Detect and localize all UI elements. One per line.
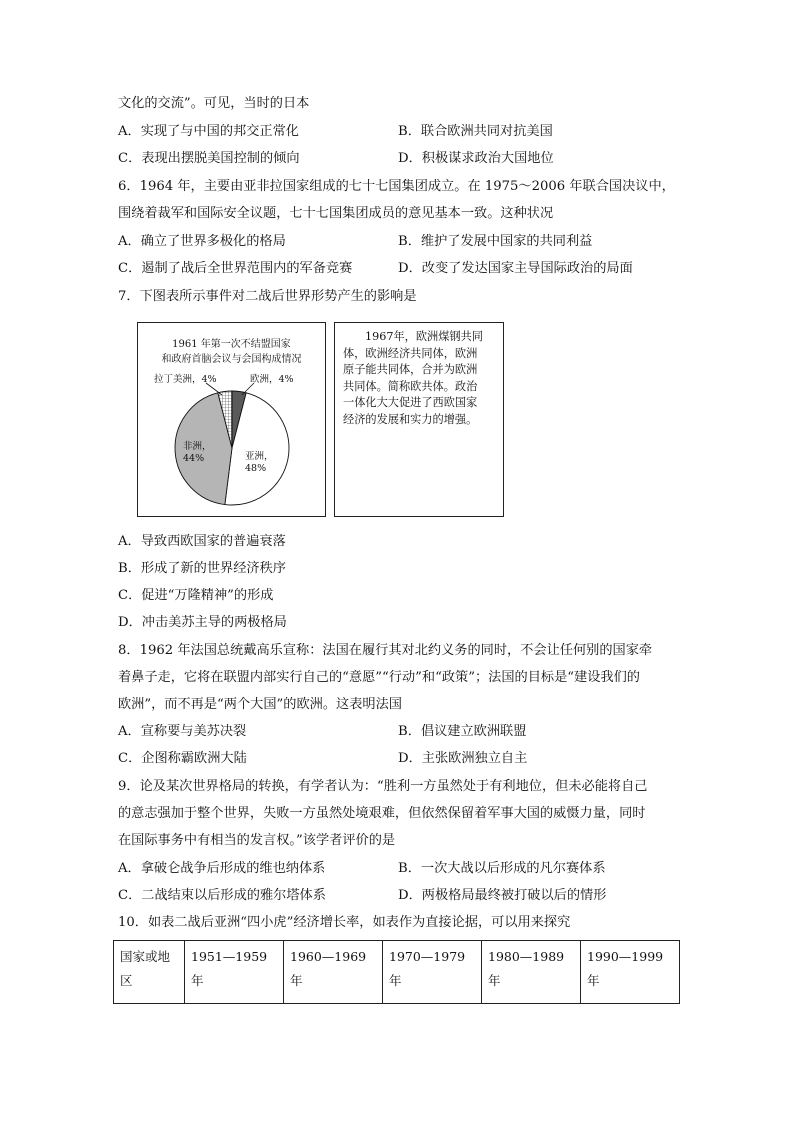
q7-option-a: A．导致西欧国家的普遍衰落: [118, 534, 286, 549]
header-line: 区: [120, 973, 133, 988]
q5-stem-tail: 文化的交流”。可见，当时的日本: [118, 96, 310, 111]
pie-chart-title-line1: 1961 年第一次不结盟国家: [172, 339, 291, 350]
ec-text-line6: 经济的发展和实力的增强。: [343, 412, 478, 426]
q7-stem: 7．下图表所示事件对二战后世界形势产生的影响是: [118, 289, 417, 304]
q6-option-b: B．维护了发展中国家的共同利益: [398, 234, 593, 249]
pie-chart-box: [137, 322, 326, 517]
header-line: 1980—1989: [488, 949, 565, 964]
table-header-cell: [185, 941, 284, 1004]
q9-option-d: D．两极格局最终被打破以后的情形: [398, 888, 607, 903]
q5-option-d: D．积极谋求政治大国地位: [398, 151, 554, 166]
label-asia-name: 亚洲，: [245, 451, 274, 462]
q5-option-b: B．联合欧洲共同对抗美国: [398, 124, 553, 139]
header-line: 年: [587, 973, 600, 988]
q6-stem-line1: 6．1964 年，主要由亚非拉国家组成的七十七国集团成立。在 1975～2006 年联合国决议中，: [118, 179, 675, 194]
header-line: 1960—1969: [290, 949, 367, 964]
q7-option-c: C．促进“万隆精神”的形成: [118, 588, 274, 603]
q6-stem-line2: 围绕着裁军和国际安全议题，七十七国集团成员的意见基本一致。这种状况: [118, 206, 554, 221]
q9-option-a: A．拿破仑战争后形成的维也纳体系: [118, 861, 326, 876]
table-header-cell: [284, 941, 383, 1004]
table-header-cell: [581, 941, 680, 1004]
q6-option-d: D．改变了发达国家主导国际政治的局面: [398, 261, 633, 276]
q8-option-b: B．倡议建立欧洲联盟: [398, 724, 527, 739]
q8-option-d: D．主张欧洲独立自主: [398, 751, 528, 766]
q9-stem-line2: 的意志强加于整个世界，失败一方虽然处境艰难，但依然保留着军事大国的威慑力量，同时: [118, 806, 646, 821]
q8-option-a: A．宣称要与美苏决裂: [118, 724, 247, 739]
ec-text-line1: 1967年，欧洲煤钢共同: [365, 330, 483, 343]
header-line: 1990—1999: [587, 949, 664, 964]
label-asia-pct: 48%: [245, 463, 267, 474]
q8-stem-line1: 8．1962 年法国总统戴高乐宣称：法国在履行其对北约义务的同时，不会让任何别的国家牵: [118, 643, 653, 658]
ec-text-line3: 原子能共同体，合并为欧洲: [343, 363, 478, 376]
header-line: 1970—1979: [389, 949, 466, 964]
table-header-cell: [482, 941, 581, 1004]
header-line: 年: [290, 973, 303, 988]
header-line: 1951—1959: [191, 949, 268, 964]
q7-option-d: D．冲击美苏主导的两极格局: [118, 615, 287, 630]
header-line: 年: [191, 973, 204, 988]
header-line: 年: [488, 973, 501, 988]
label-africa-pct: 44%: [183, 453, 205, 464]
header-line: 年: [389, 973, 402, 988]
label-latin-america: 拉丁美洲，4%: [154, 374, 217, 385]
label-europe: 欧洲，4%: [250, 374, 294, 385]
ec-text-line5: 一体化大大促进了西欧国家: [343, 396, 478, 409]
growth-rate-table: [113, 940, 680, 1004]
label-africa-name: 非洲，: [183, 441, 212, 452]
q6-option-c: C．遏制了战后全世界范围内的军备竞赛: [118, 261, 353, 276]
q8-stem-line3: 欧洲”，而不再是“两个大国”的欧洲。这表明法国: [118, 697, 402, 712]
pie-chart-svg: [138, 323, 325, 516]
header-line: 国家或地: [120, 949, 171, 964]
ec-text-box: [334, 322, 504, 517]
q9-option-c: C．二战结束以后形成的雅尔塔体系: [118, 888, 326, 903]
q10-stem: 10．如表二战后亚洲“四小虎”经济增长率，如表作为直接论据，可以用来探究: [118, 915, 571, 930]
ec-text-content: [343, 329, 499, 428]
q9-stem-line1: 9．论及某次世界格局的转换，有学者认为：“胜利一方虽然处于有利地位，但未必能将自己: [118, 779, 648, 794]
q6-option-a: A．确立了世界多极化的格局: [118, 234, 286, 249]
ec-text-line2: 体，欧洲经济共同体，欧洲: [343, 346, 478, 360]
q8-option-c: C．企图称霸欧洲大陆: [118, 751, 247, 766]
pie-chart-title-line2: 和政府首脑会议与会国构成情况: [161, 354, 302, 365]
ec-text-line4: 共同体。简称欧共体。政治: [343, 379, 478, 393]
q5-option-a: A．实现了与中国的邦交正常化: [118, 124, 299, 139]
q9-option-b: B．一次大战以后形成的凡尔赛体系: [398, 861, 606, 876]
table-header-cell: [383, 941, 482, 1004]
q5-option-c: C．表现出摆脱美国控制的倾向: [118, 151, 300, 166]
q7-option-b: B．形成了新的世界经济秩序: [118, 561, 286, 576]
table-header-cell: [114, 941, 185, 1004]
q9-stem-line3: 在国际事务中有相当的发言权。”该学者评价的是: [118, 833, 396, 848]
table-header-row: [114, 941, 680, 1004]
q8-stem-line2: 着鼻子走，它将在联盟内部实行自己的“意愿”“行动”和“政策”；法国的目标是“建设我们的: [118, 670, 640, 685]
